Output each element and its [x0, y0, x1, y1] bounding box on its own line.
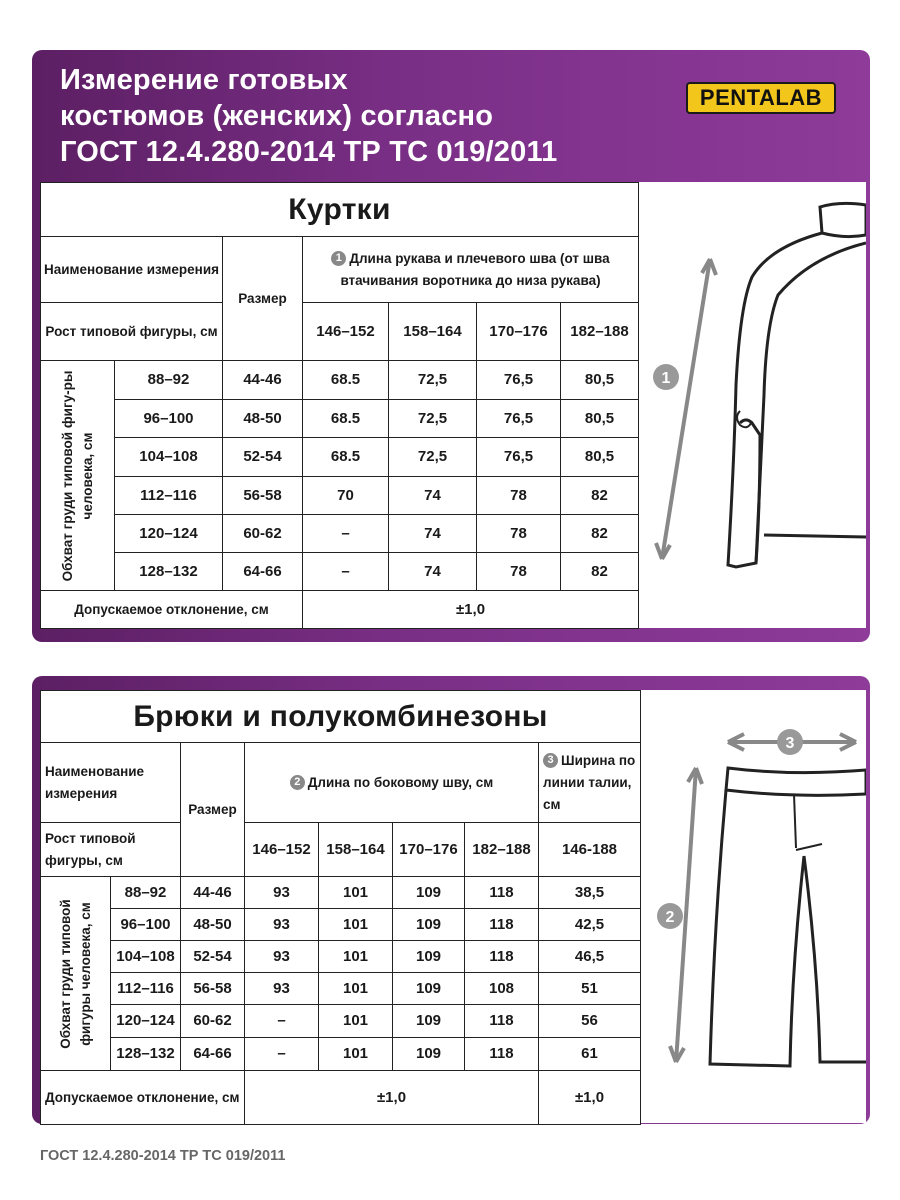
table-row — [41, 438, 639, 477]
pentalab-logo: PENTALAB — [686, 82, 836, 114]
table-row — [41, 909, 641, 941]
height-col: 158–164 — [389, 303, 477, 361]
diagram-marker-3: 3 — [785, 735, 795, 752]
waist-cell: 61 — [539, 1038, 641, 1071]
height-col: 146–152 — [303, 303, 389, 361]
chest-cell: 128–132 — [115, 553, 223, 591]
table-row — [41, 553, 639, 591]
value-cell: 93 — [245, 909, 319, 941]
value-cell: 93 — [245, 973, 319, 1005]
value-cell: 118 — [465, 1005, 539, 1038]
chest-cell: 104–108 — [111, 941, 181, 973]
size-cell: 52-54 — [181, 941, 245, 973]
table-row — [41, 1005, 641, 1038]
value-cell: – — [303, 515, 389, 553]
table-row — [41, 400, 639, 438]
value-cell: 109 — [393, 1005, 465, 1038]
size-cell: 56-58 — [181, 973, 245, 1005]
title-line-2: костюмов (женских) согласно — [60, 100, 494, 132]
table-row — [41, 973, 641, 1005]
value-cell: 118 — [465, 909, 539, 941]
measure-name-header: Наименование измерения — [41, 743, 181, 823]
chest-cell: 128–132 — [111, 1038, 181, 1071]
value-cell: 82 — [561, 515, 639, 553]
value-cell: 101 — [319, 941, 393, 973]
value-cell: 118 — [465, 941, 539, 973]
size-cell: 48-50 — [181, 909, 245, 941]
value-cell: 109 — [393, 1038, 465, 1071]
value-cell: 76,5 — [477, 400, 561, 438]
tolerance-value: ±1,0 — [245, 1071, 539, 1125]
value-cell: 80,5 — [561, 438, 639, 477]
height-col: 146–152 — [245, 823, 319, 877]
tolerance-value: ±1,0 — [303, 591, 639, 629]
size-cell: 44-46 — [223, 361, 303, 400]
tolerance-waist-value: ±1,0 — [539, 1071, 641, 1125]
table-row — [41, 477, 639, 515]
value-cell: 82 — [561, 553, 639, 591]
value-cell: 109 — [393, 909, 465, 941]
side-seam-label: Длина по боковому шву, см — [307, 774, 494, 790]
marker-1-icon: 1 — [331, 251, 346, 266]
value-cell: 78 — [477, 477, 561, 515]
height-col: 158–164 — [319, 823, 393, 877]
chest-cell: 96–100 — [111, 909, 181, 941]
title-line-1: Измерение готовых — [60, 64, 348, 96]
waist-width-header — [539, 743, 641, 823]
height-header: Рост типовой фигуры, см — [41, 823, 181, 877]
diagram-marker-2: 2 — [665, 909, 675, 926]
value-cell: 72,5 — [389, 438, 477, 477]
value-cell: 118 — [465, 1038, 539, 1071]
chest-cell: 88–92 — [111, 877, 181, 909]
footer-standard: ГОСТ 12.4.280-2014 ТР ТС 019/2011 — [40, 1148, 286, 1164]
value-cell: 78 — [477, 515, 561, 553]
value-cell: 78 — [477, 553, 561, 591]
height-col: 182–188 — [465, 823, 539, 877]
value-cell: – — [245, 1005, 319, 1038]
height-col: 170–176 — [393, 823, 465, 877]
chest-cell: 112–116 — [115, 477, 223, 515]
jacket-illustration — [640, 185, 866, 625]
value-cell: 93 — [245, 941, 319, 973]
height-header: Рост типовой фигуры, см — [41, 303, 223, 361]
waist-cell: 56 — [539, 1005, 641, 1038]
chest-cell: 120–124 — [111, 1005, 181, 1038]
tolerance-label: Допускаемое отклонение, см — [41, 591, 303, 629]
value-cell: 68.5 — [303, 361, 389, 400]
chest-cell: 112–116 — [111, 973, 181, 1005]
value-cell: 74 — [389, 477, 477, 515]
trousers-illustration — [642, 726, 866, 1122]
value-cell: 109 — [393, 941, 465, 973]
value-cell: 109 — [393, 877, 465, 909]
tolerance-label: Допускаемое отклонение, см — [41, 1071, 245, 1125]
size-header: Размер — [223, 237, 303, 361]
table-row — [41, 361, 639, 400]
value-cell: 72,5 — [389, 361, 477, 400]
value-cell: – — [245, 1038, 319, 1071]
value-cell: 74 — [389, 515, 477, 553]
chest-cell: 88–92 — [115, 361, 223, 400]
table-row — [41, 515, 639, 553]
value-cell: 101 — [319, 973, 393, 1005]
value-cell: 68.5 — [303, 400, 389, 438]
size-cell: 60-62 — [181, 1005, 245, 1038]
page-title — [60, 62, 558, 170]
waist-width-label: Ширина по линии талии, см — [543, 752, 636, 812]
size-cell: 56-58 — [223, 477, 303, 515]
value-cell: 76,5 — [477, 438, 561, 477]
chest-cell: 96–100 — [115, 400, 223, 438]
value-cell: 82 — [561, 477, 639, 515]
value-cell: 118 — [465, 877, 539, 909]
jackets-table — [40, 182, 639, 629]
diagram-marker-1: 1 — [661, 370, 671, 387]
chest-cell: 120–124 — [115, 515, 223, 553]
side-seam-header — [245, 743, 539, 823]
title-line-3: ГОСТ 12.4.280-2014 ТР ТС 019/2011 — [60, 136, 558, 168]
value-cell: 101 — [319, 877, 393, 909]
size-cell: 44-46 — [181, 877, 245, 909]
size-cell: 64-66 — [181, 1038, 245, 1071]
value-cell: 109 — [393, 973, 465, 1005]
trousers-title: Брюки и полукомбинезоны — [41, 691, 641, 743]
chest-cell: 104–108 — [115, 438, 223, 477]
jackets-title: Куртки — [41, 183, 639, 237]
value-cell: 68.5 — [303, 438, 389, 477]
value-cell: 93 — [245, 877, 319, 909]
table-row — [41, 1038, 641, 1071]
chest-girth-header: Обхват груди типовой фигуры человека, см — [41, 877, 111, 1071]
waist-cell: 42,5 — [539, 909, 641, 941]
table-row — [41, 877, 641, 909]
value-cell: 74 — [389, 553, 477, 591]
value-cell: 108 — [465, 973, 539, 1005]
waist-cell: 46,5 — [539, 941, 641, 973]
height-col: 170–176 — [477, 303, 561, 361]
value-cell: – — [303, 553, 389, 591]
table-row — [41, 941, 641, 973]
trousers-table — [40, 690, 641, 1125]
marker-3-icon: 3 — [543, 753, 558, 768]
waist-cell: 38,5 — [539, 877, 641, 909]
sleeve-length-header — [303, 237, 639, 303]
waist-cell: 51 — [539, 973, 641, 1005]
size-cell: 64-66 — [223, 553, 303, 591]
size-header: Размер — [181, 743, 245, 877]
value-cell: 80,5 — [561, 400, 639, 438]
waist-height-col: 146-188 — [539, 823, 641, 877]
chest-girth-header: Обхват груди типовой фигу-ры человека, см — [41, 361, 115, 591]
value-cell: 72,5 — [389, 400, 477, 438]
value-cell: 101 — [319, 909, 393, 941]
value-cell: 80,5 — [561, 361, 639, 400]
measure-name-header: Наименование измерения — [41, 237, 223, 303]
value-cell: 101 — [319, 1038, 393, 1071]
height-col: 182–188 — [561, 303, 639, 361]
size-cell: 60-62 — [223, 515, 303, 553]
sleeve-length-label: Длина рукава и плечевого шва (от шва втачивания воротника до низа рукава) — [340, 250, 610, 288]
value-cell: 76,5 — [477, 361, 561, 400]
size-cell: 52-54 — [223, 438, 303, 477]
value-cell: 70 — [303, 477, 389, 515]
marker-2-icon: 2 — [290, 775, 305, 790]
size-cell: 48-50 — [223, 400, 303, 438]
value-cell: 101 — [319, 1005, 393, 1038]
